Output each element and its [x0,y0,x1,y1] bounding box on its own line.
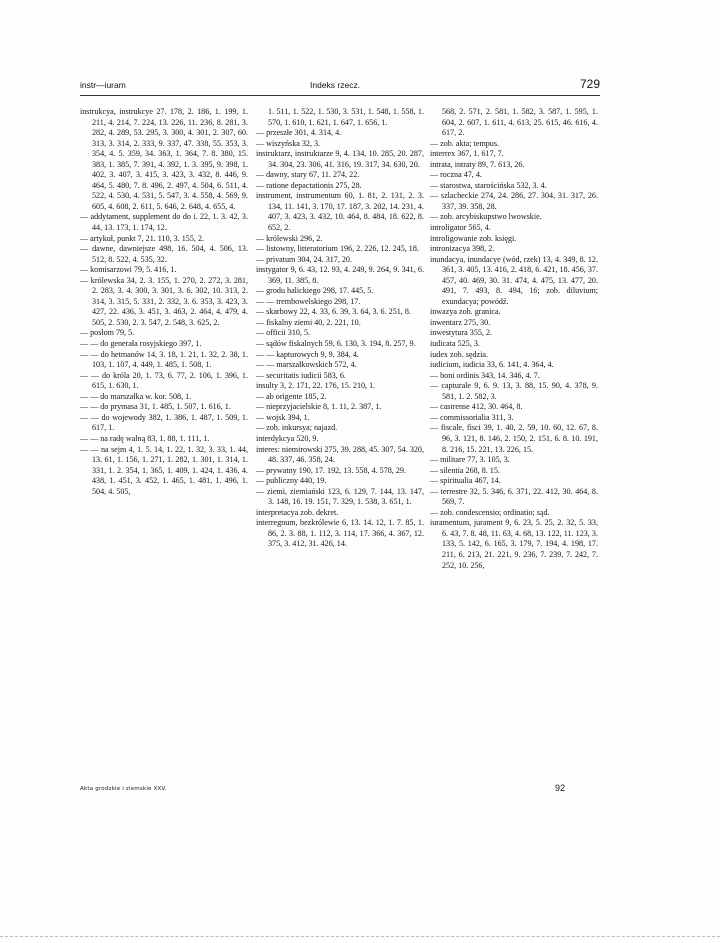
index-subentry: — zob. condescensio; ordinatio; sąd. [430,507,550,517]
index-subentry: — commissorialia 311, 3. [430,412,514,422]
index-entry: intrata, intraty 89, 7. 613, 26. [430,159,525,169]
index-entry: inwestytura 355, 2. [430,328,493,338]
footer-sheet-number: 92 [555,783,566,793]
index-subentry: — listowny, litteratorium 196, 2. 226, 12. 245, 18. [256,244,419,254]
index-entry: iuramentum, jurament 9, 6. 23, 5. 25, 2. 32, 5. 33, 6. 43, 7. 8. 48, 11. 63, 4. 68, 13. 122, 11. 123, 3. 133, 5. 142, 6. 165, 3. 179, 7. 194, 4. 198, 17. 211, 6. 213, 21. 221, 9. 236, 7. 239, 7. 242, 7. 252, 10. 256, [430,518,598,570]
index-subentry: — securitatis iudicii 583, 6. [256,370,346,380]
index-subentry: — silentia 268, 8. 15. [430,465,500,475]
index-entry: inundacya, inundacye (wód, rzek) 13, 4. 349, 8. 12. 361, 3. 405, 13. 416, 2. 418, 6. 421, 18. 456, 37. 457, 40. 469, 30. 31. 474, 4. 475, 13. 477, 20. 491, 7. 493, 8. 494, 16; zob. diluvium; exundacya; powódź. [430,254,598,306]
header-rule [80,95,600,96]
index-subentry: — sądów fiskalnych 59, 6. 130, 3. 194, 8. 257, 9. [256,339,416,349]
index-subentry: — wiszyńska 32, 3. [256,138,321,148]
index-subentry: — królewska 34, 2. 3. 155, 1. 270, 2. 272, 3. 281, 2. 283, 3. 4. 300, 3. 301, 3. 6. 302, 10. 313, 2. 314, 3. 315, 5. 331, 2. 332, 3. 6. 353, 3. 423, 3. 427, 22. 436, 3. 451, 3. 463, 2. 464, 4. 479, 4. 505, 2. 530, 2. 3. 547, 2. 548, 3. 625, 2. [80,275,248,327]
index-column-3 [430,107,598,571]
index-subentry: — dawny, stary 67, 11. 274, 22. [256,170,360,180]
index-entry: iudicium, iudicia 33, 6. 141, 4. 364, 4. [430,360,554,370]
index-subentry: — fiskalny ziemi 40, 2. 221, 10. [256,317,361,327]
index-subentry: — — na sejm 4, 1. 5. 14, 1. 22, 1. 32, 3. 33, 1. 44, 13. 61, 1. 156, 1. 271, 1. 282, 1. 301, 1. 314, 1. 331, 1. 2. 354, 1. 365, 1. 409, 1. 424, 1. 436, 4. 438, 1. 451, 3. 452, 1. 465, 1. 481, 1. 496, 1. 504, 4. 505, [80,444,248,496]
index-subentry: — ziemi, ziemiański 123, 6. 129, 7. 144, 13. 147, 3. 148, 16. 19. 151, 7. 329, 1. 538, 3. 651, 1. [256,486,424,507]
index-subentry: — — do marszałka w. kor. 508, 1. [80,391,192,401]
index-subentry: — — do prymasa 31, 1. 485, 1. 507, 1. 616, 1. [80,402,231,412]
index-entry: introligowanie zob. księgi. [430,233,517,243]
index-entry: interdykcya 520, 9. [256,433,319,443]
index-subentry: — addytament, supplement do do i. 22, 1. 3. 42, 3. 44, 13. 173, 1. 174, 12. [80,212,248,233]
index-subentry: — ratione depactationis 275, 28. [256,180,362,190]
index-entry: interrex 367, 1. 617, 7. [430,149,504,159]
index-entry: insulty 3, 2. 171, 22. 176, 15. 210, 1. [256,381,376,391]
index-subentry: — privatum 304, 24. 317, 20. [256,254,352,264]
index-entry: introligator 565, 4. [430,223,491,233]
index-entry: instygator 9, 6. 43, 12. 93, 4. 249, 9. 264, 9. 341, 6. 369, 11. 385, 8. [256,265,424,285]
index-subentry: — komisarzowi 79, 5. 416, 1. [80,265,177,275]
index-subentry: — boni ordinis 343, 14. 346, 4. 7. [430,370,540,380]
index-entry: intronizacya 398, 2. [430,244,495,254]
index-subentry: — — kapturowych 9, 9. 384, 4. [256,349,359,359]
index-subentry: — — trembowelskiego 298, 17. [256,296,361,306]
index-subentry: — nieprzyjacielskie 8, 1. 11, 2. 387, 1. [256,402,382,412]
index-subentry: — prywatny 190, 17. 192, 13. 558, 4. 578, 29. [256,465,406,475]
index-subentry: — ab origente 185, 2. [256,391,327,401]
index-subentry: — — do generała rosyjskiego 397, 1. [80,339,202,349]
index-subentry: — królewski 296, 2. [256,233,323,243]
index-subentry: — militare 77, 3. 105, 3. [430,455,510,465]
index-entry: interregnum, bezkrólewie 6, 13. 14. 12, 1. 7. 85, 1. 86, 2. 3. 88, 1. 112, 3. 114, 17. 366, 4. 367, 12. 375, 3. 412, 31. 426, 14. [256,518,424,549]
index-subentry: — posłom 79, 5. [80,328,135,338]
index-subentry: — przeszłe 301, 4. 314, 4. [256,128,342,138]
index-subentry: — zob. arcybiskupstwo lwowskie. [430,212,542,222]
index-subentry: — zob. inkursya; najazd. [256,423,338,433]
index-continuation: 1. 511, 1. 522, 1. 530, 3. 531, 1. 548, 1. 558, 1. 570, 1. 610, 1. 621, 1. 647, 1. 656, 1. [268,107,424,127]
index-subentry: — skarbowy 22, 4. 33, 6. 39, 3. 64, 3. 6. 251, 8. [256,307,411,317]
index-entry: instrukcya, instrukcye 27. 178, 2. 186, 1. 199, 1. 211, 4. 214, 7. 224, 13. 226, 11. 236, 8. 281, 3. 282, 4. 289, 53. 295, 3. 300, 4. 301, 2. 307, 60. 313, 3. 314, 2. 333, 9. 337, 47. 338, 55. 353, 3. 354, 4. 5. 359, 34. 363, 1. 364, 7. 8. 380, 15. 383, 1. 385, 7. 391, 4. 392, 1. 3. 395, 9. 398, 1. 402, 3. 407, 3. 415, 3. 423, 3. 432, 8. 446, 9. 464, 5. 480, 7. 8. 496, 2. 497, 4. 504, 6. 511, 4. 522, 4. 530, 4. 531, 5. 547, 3. 4. 558, 4. 569, 9. 605, 4. 608, 2. 611, 5. 646, 2. 648, 4. 655, 4. [80,107,248,211]
index-subentry: — starostwa, starościńska 532, 3. 4. [430,180,547,190]
page-number: 729 [579,77,600,91]
index-continuation: 568, 2. 571, 2. 581, 1. 582, 3. 587, 1. 595, 1. 604, 2. 607, 1. 611, 4. 613, 25. 615, 46. 616, 4. 617, 2. [442,107,598,138]
index-subentry: — publiczny 440, 19. [256,476,327,486]
header-range: instr—iuram [80,80,126,90]
index-column-1 [80,107,248,497]
index-subentry: — szlacheckie 274, 24. 286, 27. 304, 31. 317, 26. 337, 39. 358, 28. [430,191,598,211]
index-subentry: — fiscale, fisci 39, 1. 40, 2. 59, 10. 60, 12. 67, 8. 96, 3. 121, 8. 146, 2. 150, 2. 151, 6. 8. 10. 191, 8. 216, 15. 221, 13. 226, 15. [430,423,598,454]
footer-signature: Akta grodzkie i ziemskie XXV. [80,786,167,792]
index-entry: inwazya zob. granica. [430,307,501,317]
index-subentry: — wojsk 394, 1. [256,412,310,422]
page-edge-divider [0,936,720,938]
index-subentry: — roczna 47, 4. [430,170,482,180]
index-subentry: — officii 310, 5. [256,328,311,338]
index-entry: inwentarz 275, 30. [430,317,491,327]
running-header [80,77,600,94]
index-subentry: — grodu halickiego 298, 17. 445, 5. [256,286,374,296]
index-entry: instruktarz, instruktarze 9, 4. 134, 10. 285, 20. 287, 34. 304, 23. 306, 41. 316, 19. 317, 34. 630, 20. [256,149,424,169]
index-subentry: — castrense 412, 30. 464, 8. [430,402,523,412]
index-subentry: — dawne, dawniejsze 498, 16. 504, 4. 506, 13. 512, 8. 522, 4. 535, 32. [80,244,248,264]
index-subentry: — — na radę walną 83, 1. 88, 1. 111, 1. [80,433,210,443]
index-subentry: — artykuł, punkt 7, 21. 110, 3. 155, 2. [80,233,205,243]
index-subentry: — terrestre 32, 5. 346, 6. 371, 22. 412, 30. 464, 8. 569, 7. [430,486,598,507]
index-subentry: — — do wojewody 382, 1. 386, 1. 487, 1. 509, 1. 617, 1. [80,412,248,433]
index-subentry: — — do króla 20, 1. 73, 6. 77, 2. 106, 1. 396, 1. 615, 1. 630, 1. [80,370,248,391]
index-entry: interpretacya zob. dekret. [256,507,339,517]
index-column-2 [256,107,424,550]
index-entry: instrument, instrumentum 60, 1. 81, 2. 131, 2. 3. 134, 11. 141, 3. 170, 17. 187, 3. 202, 14. 231, 4. 407, 3. 423, 3. 432, 10. 464, 8. 484, 18. 622, 8. 652, 2. [256,191,424,233]
index-entry: iudex zob. sędzia. [430,349,488,359]
index-subentry: — — do hetmanów 14, 3. 18, 1. 21, 1. 32, 2. 38, 1. 103, 1. 107, 4. 449, 1. 485, 1. 508, 1. [80,349,248,370]
index-subentry: — capturale 9, 6. 9. 13, 3. 88, 15. 90, 4. 378, 9. 581, 1. 2. 582, 3. [430,381,598,401]
index-subentry: — — marszałkowskich 572, 4. [256,360,357,370]
index-subentry: — spiritualia 467, 14. [430,476,501,486]
index-entry: interes: niemirowski 275, 39. 288, 45. 307, 54. 320, 48. 337, 46. 358, 24. [256,444,424,465]
header-title: Indeks rzecz. [310,80,361,90]
index-entry: iudicata 525, 3. [430,339,480,349]
index-subentry: — zob. akta; tempus. [430,138,500,148]
